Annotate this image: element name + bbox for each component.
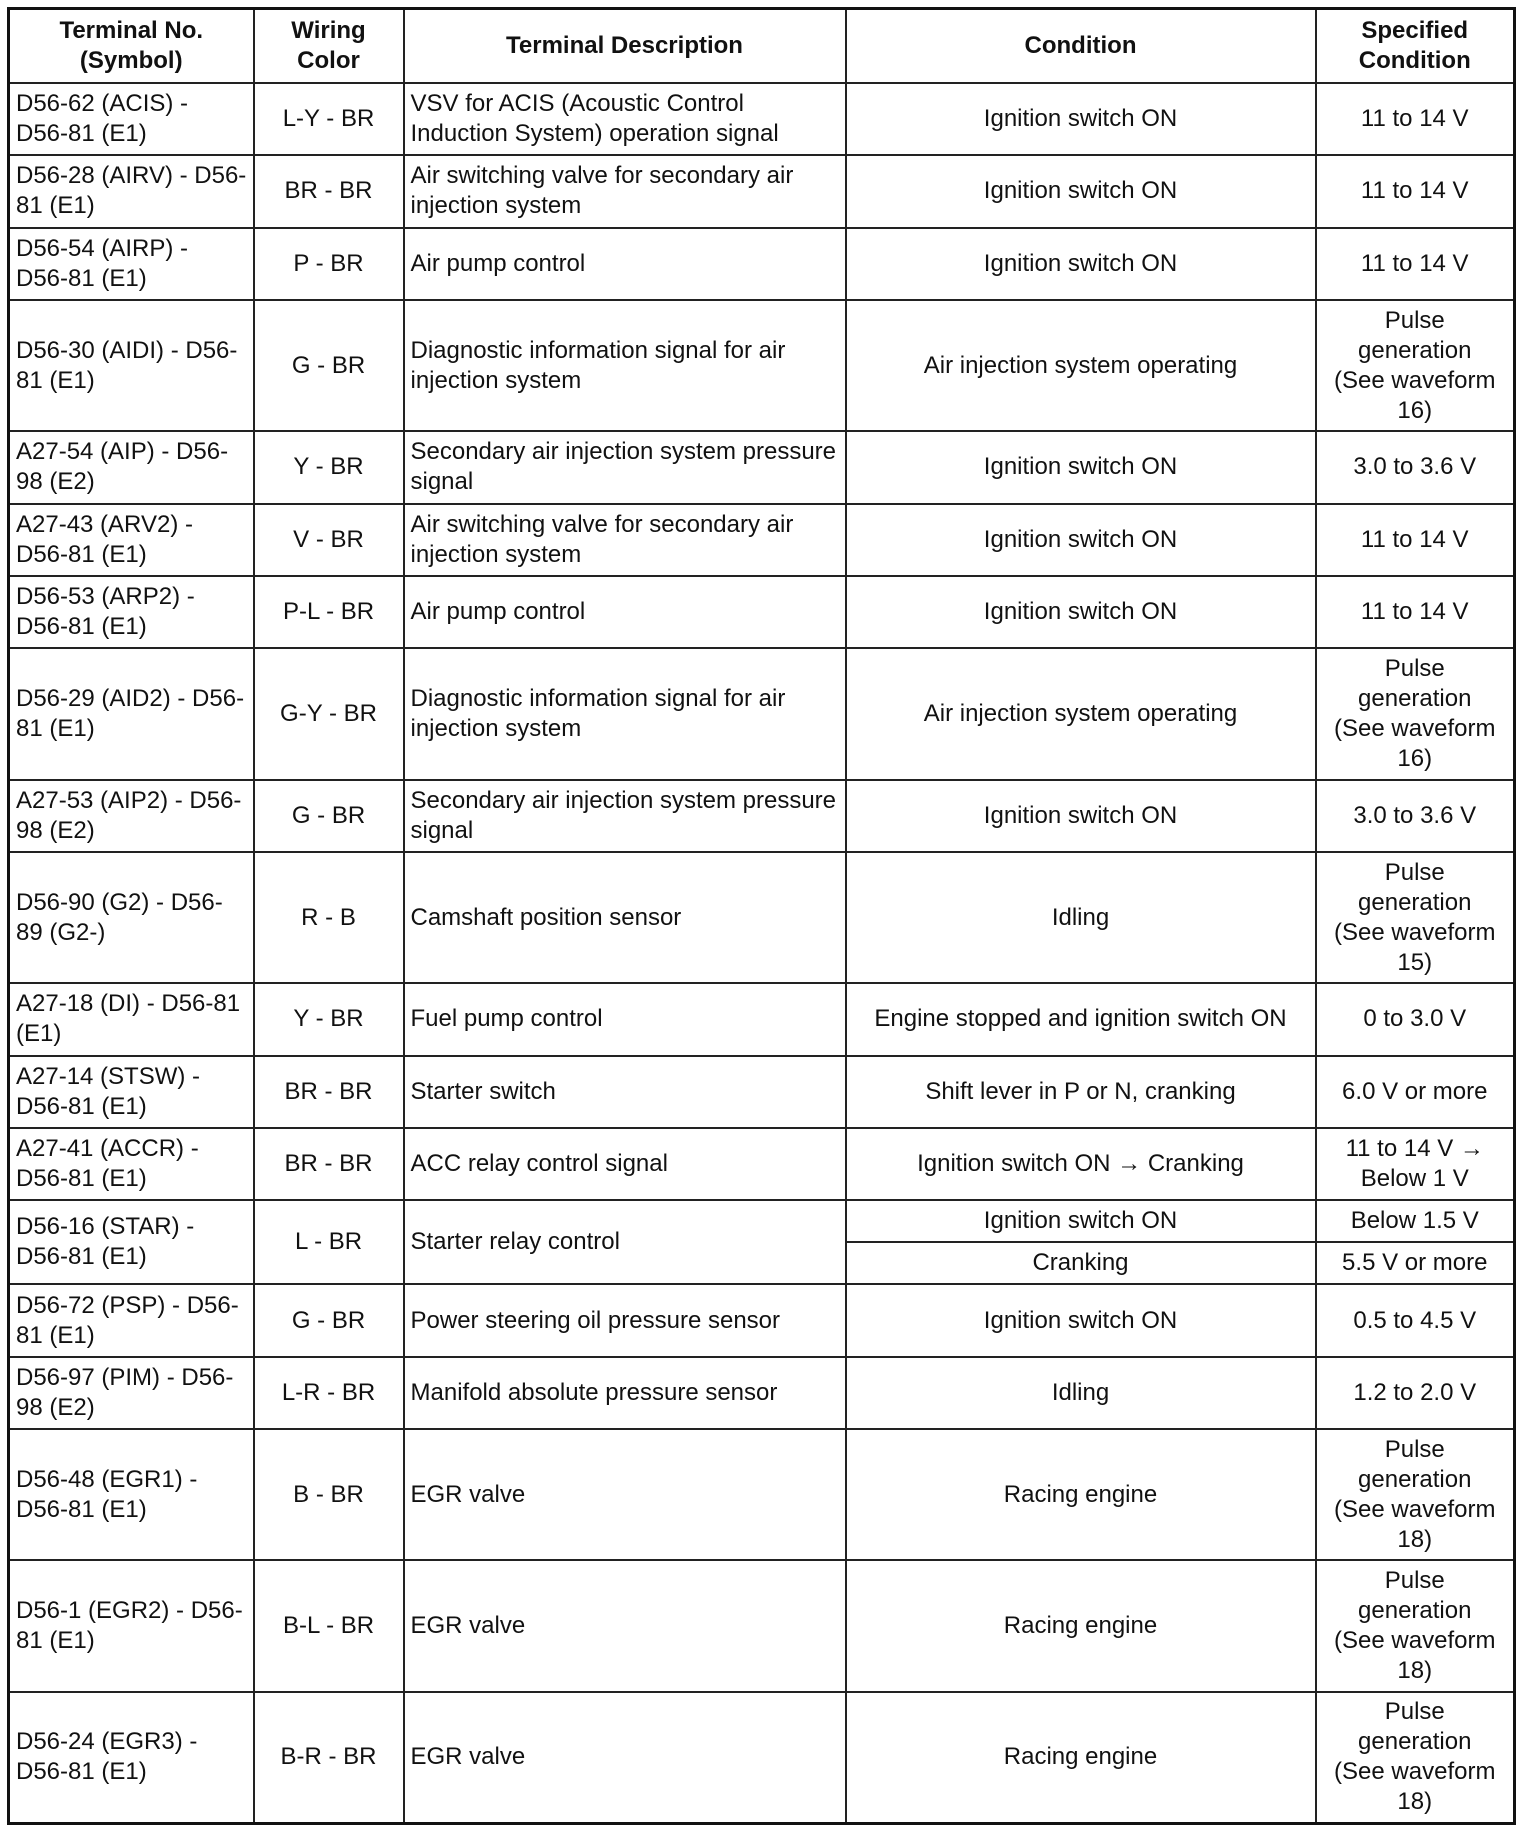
spec-cell: 0.5 to 4.5 V [1316,1284,1515,1356]
terminal-cell: A27-43 (ARV2) - D56-81 (E1) [9,504,254,576]
terminal-cell: D56-29 (AID2) - D56-81 (E1) [9,648,254,779]
spec-cell: 11 to 14 V [1316,83,1515,155]
description-cell: Camshaft position sensor [404,852,846,983]
spec-cell: 11 to 14 V [1316,155,1515,227]
description-cell: Air switching valve for secondary air injection system [404,504,846,576]
description-cell: ACC relay control signal [404,1128,846,1200]
wiring-cell: G - BR [254,1284,404,1356]
table-row [9,1128,1515,1200]
condition-cell: Ignition switch ON → Cranking [846,1128,1316,1200]
terminal-cell: A27-41 (ACCR) - D56-81 (E1) [9,1128,254,1200]
spec-cell: 1.2 to 2.0 V [1316,1357,1515,1429]
table-row [9,983,1515,1055]
table-row [9,431,1515,503]
wiring-cell: BR - BR [254,1056,404,1128]
wiring-cell: G - BR [254,780,404,852]
document-page [7,7,1513,1825]
header-condition: Condition [846,9,1316,84]
spec-cell: Pulse generation (See waveform 16) [1316,300,1515,431]
table-row [9,1692,1515,1824]
wiring-cell: P-L - BR [254,576,404,648]
terminal-cell: D56-54 (AIRP) - D56-81 (E1) [9,228,254,300]
terminal-cell: D56-62 (ACIS) - D56-81 (E1) [9,83,254,155]
spec-cell: Pulse generation (See waveform 15) [1316,852,1515,983]
table-row [9,83,1515,155]
wiring-cell: L - BR [254,1200,404,1284]
terminal-cell: D56-28 (AIRV) - D56-81 (E1) [9,155,254,227]
table-row [9,155,1515,227]
wiring-cell: BR - BR [254,155,404,227]
wiring-cell: Y - BR [254,983,404,1055]
spec-cell: 3.0 to 3.6 V [1316,431,1515,503]
description-cell: Air pump control [404,228,846,300]
condition-cell: Ignition switch ON [846,83,1316,155]
wiring-cell: L-Y - BR [254,83,404,155]
terminal-cell: A27-18 (DI) - D56-81 (E1) [9,983,254,1055]
condition-cell: Air injection system operating [846,300,1316,431]
table-row [9,1284,1515,1356]
condition-cell: Shift lever in P or N, cranking [846,1056,1316,1128]
spec-cell: 11 to 14 V [1316,228,1515,300]
spec-cell: Pulse generation (See waveform 18) [1316,1692,1515,1824]
condition-cell: Ignition switch ON [846,431,1316,503]
table-row [9,1429,1515,1560]
wiring-cell: B-R - BR [254,1692,404,1824]
table-row [9,1357,1515,1429]
description-cell: Air switching valve for secondary air injection system [404,155,846,227]
spec-cell: 3.0 to 3.6 V [1316,780,1515,852]
terminal-cell: D56-90 (G2) - D56-89 (G2-) [9,852,254,983]
condition-cell: Racing engine [846,1692,1316,1824]
spec-cell: 11 to 14 V [1316,576,1515,648]
wiring-cell: Y - BR [254,431,404,503]
wiring-cell: BR - BR [254,1128,404,1200]
condition-cell: Idling [846,852,1316,983]
table-row [9,504,1515,576]
table-row [9,1200,1515,1242]
spec-cell: Pulse generation (See waveform 16) [1316,648,1515,779]
wiring-cell: L-R - BR [254,1357,404,1429]
description-cell: Diagnostic information signal for air injection system [404,648,846,779]
description-cell: VSV for ACIS (Acoustic Control Induction System) operation signal [404,83,846,155]
table-row [9,1560,1515,1691]
terminal-cell: D56-24 (EGR3) - D56-81 (E1) [9,1692,254,1824]
condition-cell: Ignition switch ON [846,576,1316,648]
wiring-cell: B-L - BR [254,1560,404,1691]
condition-cell: Racing engine [846,1560,1316,1691]
spec-cell: Below 1.5 V [1316,1200,1515,1242]
condition-cell: Air injection system operating [846,648,1316,779]
spec-cell: 11 to 14 V → Below 1 V [1316,1128,1515,1200]
condition-cell: Ignition switch ON [846,228,1316,300]
condition-cell: Engine stopped and ignition switch ON [846,983,1316,1055]
terminal-cell: D56-48 (EGR1) - D56-81 (E1) [9,1429,254,1560]
terminal-cell: D56-1 (EGR2) - D56-81 (E1) [9,1560,254,1691]
description-cell: EGR valve [404,1560,846,1691]
wiring-cell: V - BR [254,504,404,576]
header-wiring: Wiring Color [254,9,404,84]
wiring-cell: G-Y - BR [254,648,404,779]
table-row [9,1056,1515,1128]
terminal-table [7,7,1516,1825]
table-row [9,852,1515,983]
spec-cell: 6.0 V or more [1316,1056,1515,1128]
description-cell: Power steering oil pressure sensor [404,1284,846,1356]
description-cell: Diagnostic information signal for air injection system [404,300,846,431]
terminal-cell: D56-30 (AIDI) - D56-81 (E1) [9,300,254,431]
condition-cell: Cranking [846,1242,1316,1284]
wiring-cell: P - BR [254,228,404,300]
description-cell: Starter relay control [404,1200,846,1284]
table-row [9,780,1515,852]
condition-cell: Ignition switch ON [846,1200,1316,1242]
description-cell: Fuel pump control [404,983,846,1055]
spec-cell: 11 to 14 V [1316,504,1515,576]
description-cell: Secondary air injection system pressure signal [404,780,846,852]
table-row [9,576,1515,648]
wiring-cell: R - B [254,852,404,983]
terminal-cell: D56-53 (ARP2) - D56-81 (E1) [9,576,254,648]
header-terminal: Terminal No. (Symbol) [9,9,254,84]
terminal-cell: D56-16 (STAR) - D56-81 (E1) [9,1200,254,1284]
condition-cell: Ignition switch ON [846,155,1316,227]
terminal-cell: A27-14 (STSW) - D56-81 (E1) [9,1056,254,1128]
table-row [9,648,1515,779]
description-cell: Secondary air injection system pressure signal [404,431,846,503]
header-description: Terminal Description [404,9,846,84]
description-cell: EGR valve [404,1692,846,1824]
wiring-cell: B - BR [254,1429,404,1560]
table-row [9,228,1515,300]
condition-cell: Ignition switch ON [846,1284,1316,1356]
description-cell: Manifold absolute pressure sensor [404,1357,846,1429]
condition-cell: Ignition switch ON [846,780,1316,852]
wiring-cell: G - BR [254,300,404,431]
condition-cell: Racing engine [846,1429,1316,1560]
terminal-cell: D56-97 (PIM) - D56-98 (E2) [9,1357,254,1429]
spec-cell: 5.5 V or more [1316,1242,1515,1284]
header-row [9,9,1515,84]
terminal-cell: D56-72 (PSP) - D56-81 (E1) [9,1284,254,1356]
spec-cell: Pulse generation (See waveform 18) [1316,1560,1515,1691]
spec-cell: Pulse generation (See waveform 18) [1316,1429,1515,1560]
description-cell: EGR valve [404,1429,846,1560]
header-specified: Specified Condition [1316,9,1515,84]
condition-cell: Ignition switch ON [846,504,1316,576]
table-row [9,300,1515,431]
description-cell: Starter switch [404,1056,846,1128]
condition-cell: Idling [846,1357,1316,1429]
terminal-cell: A27-53 (AIP2) - D56-98 (E2) [9,780,254,852]
spec-cell: 0 to 3.0 V [1316,983,1515,1055]
description-cell: Air pump control [404,576,846,648]
terminal-cell: A27-54 (AIP) - D56-98 (E2) [9,431,254,503]
